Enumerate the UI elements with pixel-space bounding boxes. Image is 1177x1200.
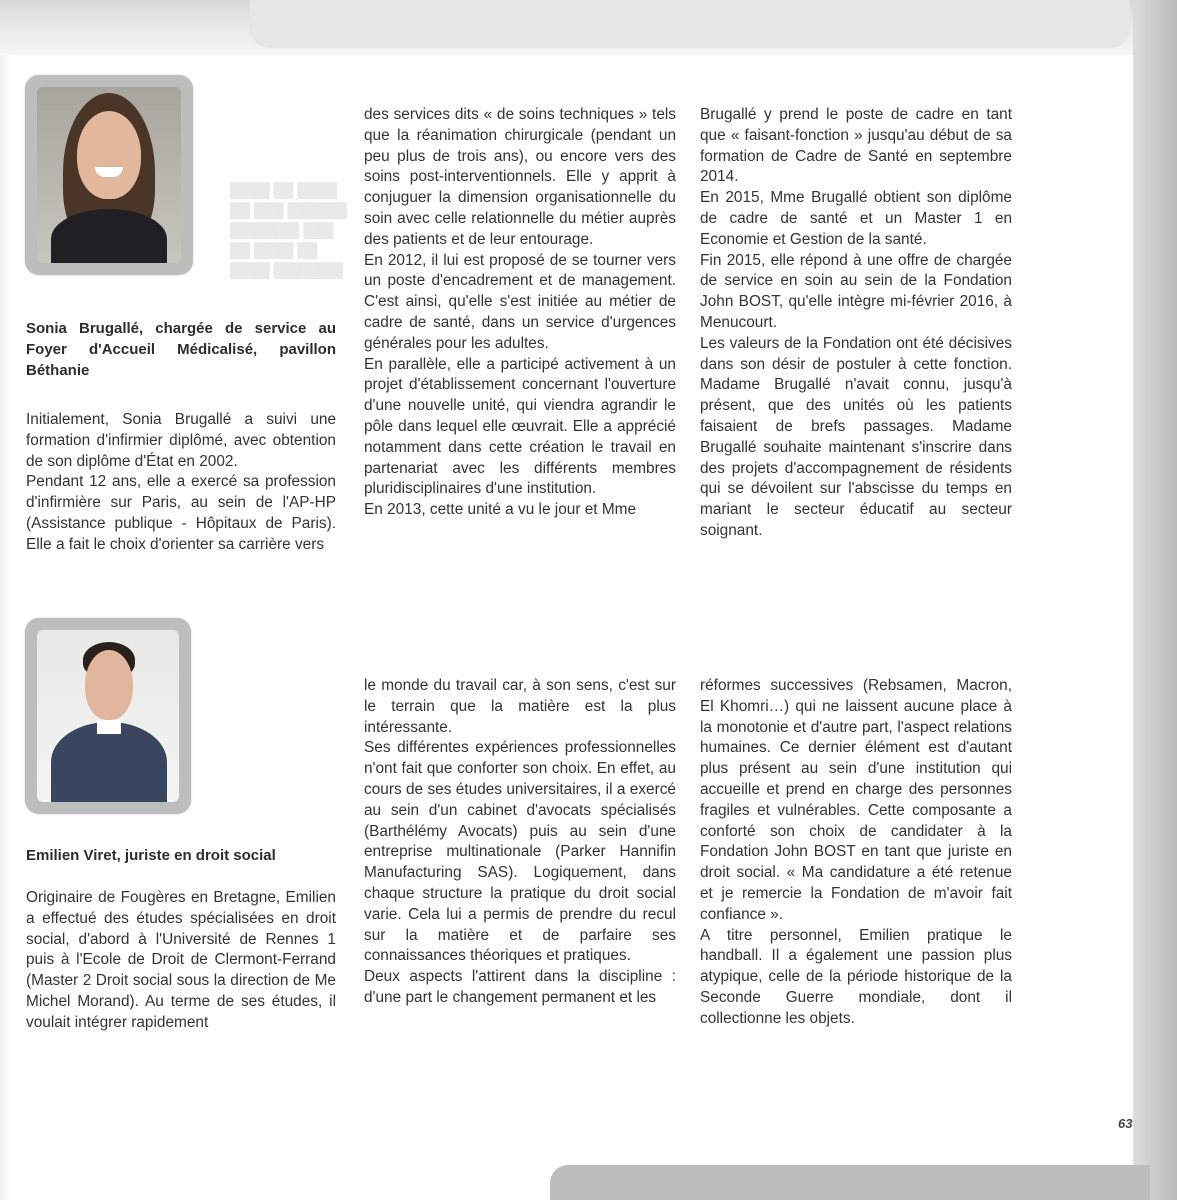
- show-through-texture: ████ ██ ████ ██ ███ ██████ ███████ ███ ██ ████ ██ ████ ███████: [230, 182, 347, 278]
- portrait-photo-sonia: [37, 87, 181, 263]
- article2-column-middle: le monde du travail car, à son sens, c'est sur le terrain que la matière est la plus intéressante. Ses différentes expériences professionnelles n'ont fait que conforter son choix. En effet, au cours de ses études universitaires, il a exercé au sein d'un cabinet d'avocats spécialisés (Barthélémy Avocats) puis au sein d'une entreprise multinationale (Parker Hannifin Manufacturing SAS). Logiquement, dans chaque structure la pratique du droit social varie. Cela lui a permis de prendre du recul sur la matière et de parfaire ses connaissances théoriques et pratiques. Deux aspects l'attirent dans la discipline : d'une part le changement permanent et les: [364, 677, 676, 1006]
- caption-sonia: Sonia Brugallé, chargée de service au Foyer d'Accueil Médicalisé, pavillon Béthanie: [26, 320, 336, 379]
- top-decorative-band: [0, 0, 1177, 55]
- article1-column-right: Brugallé y prend le poste de cadre en tant que « faisant-fonction » jusqu'au début de sa formation de Cadre de Santé en septembre 2014. En 2015, Mme Brugallé obtient son diplôme de cadre de santé et un Master 1 en Economie et Gestion de la santé. Fin 2015, elle répond à une offre de chargée de service en soin au sein de la Fondation John BOST, qu'elle intègre mi-février 2016, à Menucourt. Les valeurs de la Fondation ont été décisives dans son désir de postuler à cette fonction. Madame Brugallé n'avait connu, jusqu'à présent, que des unités où les patients faisaient de brefs passages. Madame Brugallé souhaite maintenant s'inscrire dans des projets d'accompagnement de résidents qui se dévoilent sur l'abscisse du temps en mariant le secteur éducatif au secteur soignant.: [700, 106, 1012, 539]
- page-number: 63: [1118, 1116, 1133, 1131]
- article2-column-right: réformes successives (Rebsamen, Macron, El Khomri…) qui ne laissent aucune place à la monotonie et d'autre part, l'aspect relations humaines. Ce dernier élément est d'autant plus présent au sein d'une institution qui accueille et prend en charge des personnes fragiles et vulnérables. Cette composante a conforté son choix de candidater à la Fondation John BOST en tant que juriste en droit social. « Ma candidature a été retenue et je remercie la Fondation de m'avoir fait confiance ». A titre personnel, Emilien pratique le handball. Il a également une passion plus atypique, celle de la période historique de la Seconde Guerre mondiale, dont il collectionne les objets.: [700, 677, 1012, 1027]
- article1-column-middle: des services dits « de soins techniques » tels que la réanimation chirurgicale (pendant un peu plus de trois ans), ou encore vers des soins post-interventionnels. Elle y apprit à conjuguer la dimension organisationnelle du soin avec celle relationnelle du métier auprès des patients et de leur entourage. En 2012, il lui est proposé de se tourner vers un poste d'encadrement et de management. C'est ainsi, qu'elle s'est initiée au métier de cadre de santé, dans un service d'urgences générales pour les adultes. En parallèle, elle a participé activement à un projet d'établissement concernant l'ouverture d'une nouvelle unité, qui viendra agrandir le pôle dans lequel elle œuvrait. Elle a apprécié notamment dans cette création le travail en partenariat avec les différents membres pluridisciplinaires d'une institution. En 2013, cette unité a vu le jour et Mme: [364, 106, 676, 519]
- top-band-tab: [250, 0, 1130, 48]
- caption-emilien: Emilien Viret, juriste en droit social: [26, 847, 276, 864]
- photo-frame-sonia: [25, 75, 193, 275]
- article2-column-left: Originaire de Fougères en Bretagne, Emilien a effectué des études spécialisées en droit social, d'abord à l'Université de Rennes 1 puis à l'Ecole de Droit de Clermont-Ferrand (Master 2 Droit social sous la direction de Me Michel Morand). Au terme de ses études, il voulait intégrer rapidement: [26, 889, 336, 1031]
- portrait-photo-emilien: [37, 630, 179, 802]
- page-right-edge: [1133, 0, 1177, 1200]
- article1-column-left: Initialement, Sonia Brugallé a suivi une formation d'infirmier diplômé, avec obtention de son diplôme d'État en 2002. Pendant 12 ans, elle a exercé sa profession d'infirmière sur Paris, au sein de l'AP-HP (Assistance publique - Hôpitaux de Paris). Elle a fait le choix d'orienter sa carrière vers: [26, 411, 336, 553]
- bottom-decorative-band: [550, 1165, 1150, 1200]
- page-left-edge: [0, 0, 10, 1200]
- photo-frame-emilien: [25, 618, 191, 814]
